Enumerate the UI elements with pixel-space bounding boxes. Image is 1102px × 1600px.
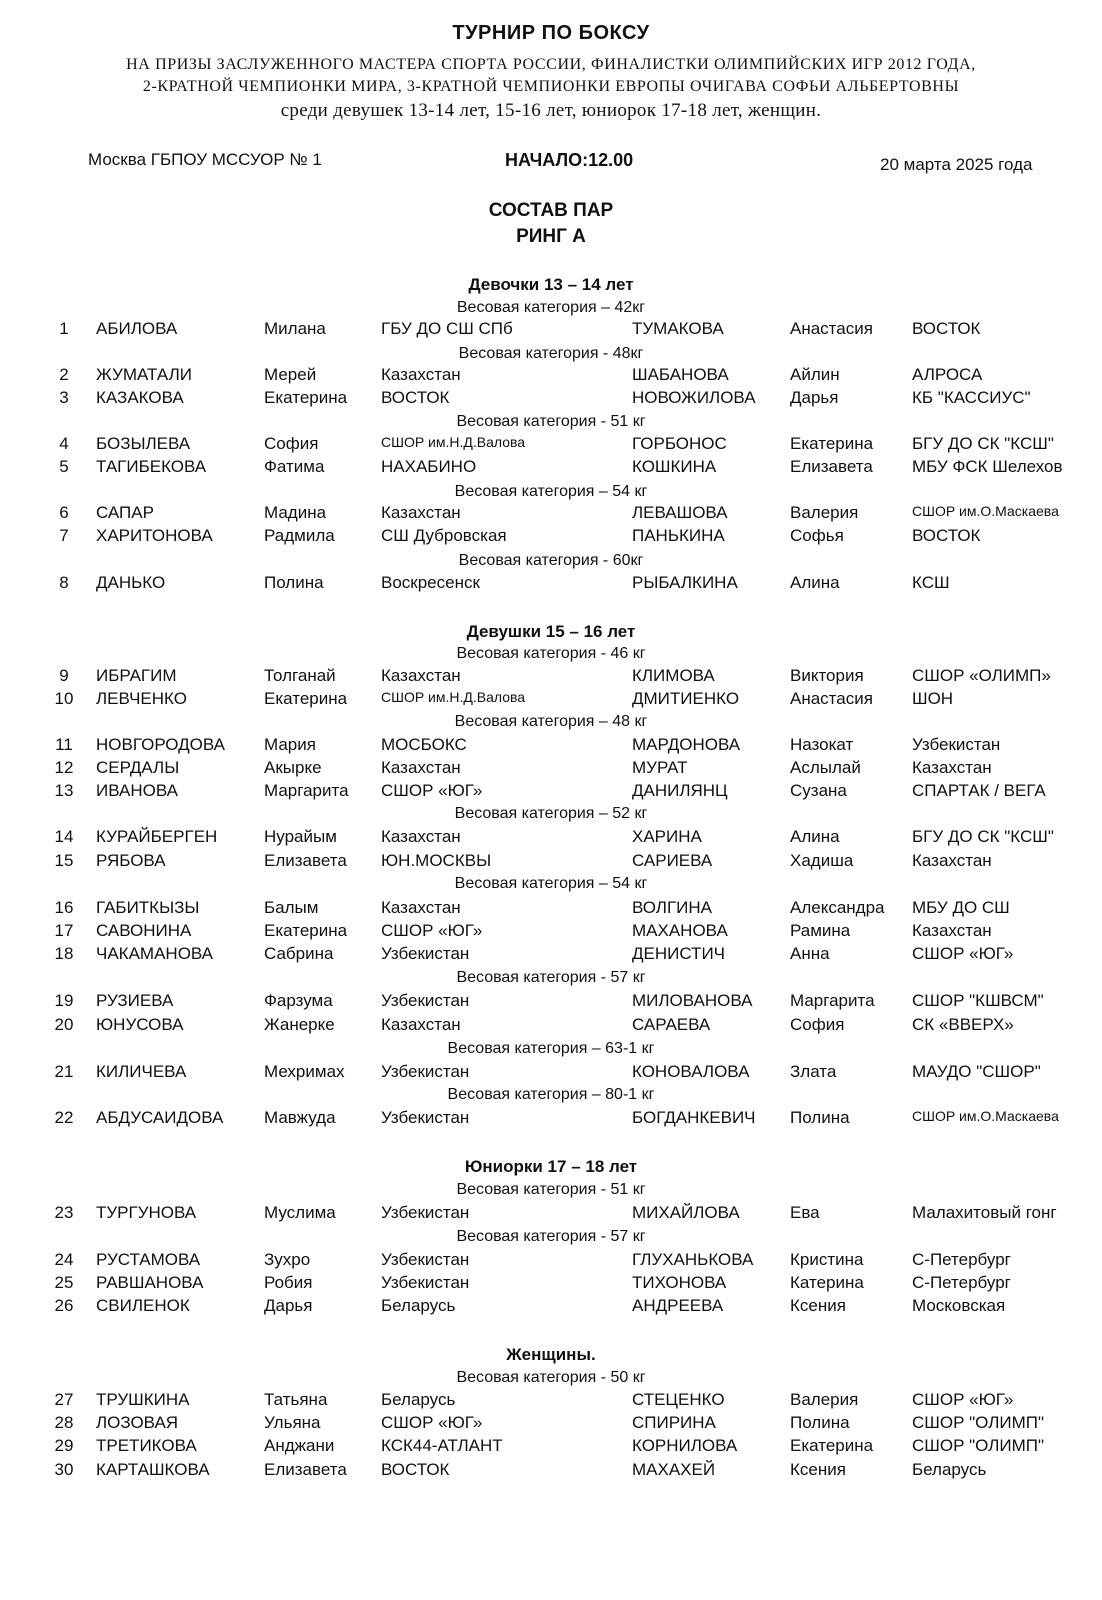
pair-number: 27 <box>54 1390 74 1409</box>
pair-row <box>0 319 1102 341</box>
pair-number: 6 <box>59 503 69 522</box>
fighter2-lastname: БОГДАНКЕВИЧ <box>632 1108 756 1127</box>
fighter1-firstname: Мехримах <box>264 1062 345 1081</box>
fighter2-club: СШОР «ОЛИМП» <box>912 666 1051 685</box>
fighter2-firstname: Хадиша <box>790 851 854 870</box>
fighter1-firstname: Мерей <box>264 365 317 384</box>
fighter2-firstname: Маргарита <box>790 991 875 1010</box>
fighter2-lastname: МУРАТ <box>632 758 688 777</box>
fighter2-club: Казахстан <box>912 851 992 870</box>
fighter2-lastname: ГОРБОНОС <box>632 434 727 453</box>
fighter2-club: СШОР «ЮГ» <box>912 1390 1014 1409</box>
pair-row <box>0 1390 1102 1412</box>
fighter2-firstname: Елизавета <box>790 457 873 476</box>
fighter1-club: Узбекистан <box>381 1108 470 1127</box>
pair-number: 3 <box>59 388 69 407</box>
fighter2-club: МАУДО "СШОР" <box>912 1062 1041 1081</box>
fighter1-lastname: РЯБОВА <box>96 851 166 870</box>
pair-number: 7 <box>59 526 69 545</box>
fighter2-lastname: КОНОВАЛОВА <box>632 1062 750 1081</box>
fighter2-club: СШОР "ОЛИМП" <box>912 1436 1044 1455</box>
fighter1-club: Казахстан <box>381 827 461 846</box>
pair-number: 18 <box>54 944 74 963</box>
fighter1-firstname: Робия <box>264 1273 313 1292</box>
fighter1-firstname: София <box>264 434 319 453</box>
weight-category: Весовая категория - 51 кг <box>456 1181 646 1198</box>
fighter2-firstname: Полина <box>790 1108 850 1127</box>
fighter1-firstname: Фатима <box>264 457 325 476</box>
fighter1-club: Узбекистан <box>381 1203 470 1222</box>
fighter1-lastname: РУЗИЕВА <box>96 991 174 1010</box>
fighter2-club: СШОР "КШВСМ" <box>912 991 1044 1010</box>
fighter1-lastname: ТРЕТИКОВА <box>96 1436 197 1455</box>
pair-row <box>0 457 1102 479</box>
fighter1-lastname: БОЗЫЛЕВА <box>96 434 191 453</box>
pair-row <box>0 758 1102 780</box>
section-title: СОСТАВ ПАР <box>488 200 614 221</box>
pair-row <box>0 827 1102 849</box>
fighter1-club: Казахстан <box>381 503 461 522</box>
group-title: Девочки 13 – 14 лет <box>468 275 634 294</box>
fighter1-firstname: Елизавета <box>264 1460 347 1479</box>
pair-row <box>0 781 1102 803</box>
fighter2-club: Московская <box>912 1296 1006 1315</box>
fighter2-firstname: Анна <box>790 944 830 963</box>
pair-row <box>0 1203 1102 1225</box>
fighter2-lastname: ЛЕВАШОВА <box>632 503 728 522</box>
pair-row <box>0 1250 1102 1272</box>
fighter1-club: НАХАБИНО <box>381 457 477 476</box>
fighter2-lastname: КЛИМОВА <box>632 666 715 685</box>
fighter2-firstname: Злата <box>790 1062 837 1081</box>
fighter2-firstname: Кристина <box>790 1250 864 1269</box>
pair-number: 10 <box>54 689 74 708</box>
fighter2-firstname: Аслылай <box>790 758 861 777</box>
fighter1-firstname: Нурайым <box>264 827 337 846</box>
pair-row <box>0 434 1102 456</box>
weight-category: Весовая категория – 42кг <box>456 299 646 316</box>
fighter1-firstname: Полина <box>264 573 324 592</box>
fighter2-club: СШОР им.О.Маскаева <box>912 1108 1059 1124</box>
fighter2-firstname: Ксения <box>790 1296 846 1315</box>
fighter2-lastname: МАХАХЕЙ <box>632 1460 716 1479</box>
weight-category: Весовая категория – 48 кг <box>454 713 648 730</box>
pair-number: 21 <box>54 1062 74 1081</box>
weight-category: Весовая категория – 63-1 кг <box>447 1040 655 1057</box>
fighter1-lastname: КИЛИЧЕВА <box>96 1062 187 1081</box>
fighter1-club: Узбекистан <box>381 944 470 963</box>
fighter2-firstname: Валерия <box>790 1390 859 1409</box>
pair-number: 8 <box>59 573 69 592</box>
fighter2-lastname: ПАНЬКИНА <box>632 526 725 545</box>
event-date: 20 марта 2025 года <box>880 155 1033 174</box>
pair-number: 14 <box>54 827 74 846</box>
pair-row <box>0 1460 1102 1482</box>
fighter1-club: Казахстан <box>381 898 461 917</box>
fighter1-lastname: ТАГИБЕКОВА <box>96 457 207 476</box>
fighter2-firstname: Алина <box>790 827 840 846</box>
fighter2-club: Беларусь <box>912 1460 987 1479</box>
fighter1-lastname: ИВАНОВА <box>96 781 178 800</box>
pair-row <box>0 388 1102 410</box>
fighter2-firstname: Ксения <box>790 1460 846 1479</box>
fighter1-lastname: ЖУМАТАЛИ <box>96 365 192 384</box>
fighter1-club: СШОР им.Н.Д.Валова <box>381 689 526 705</box>
fighter1-club: СШОР «ЮГ» <box>381 781 483 800</box>
fighter1-lastname: ЛЕВЧЕНКО <box>96 689 187 708</box>
fighter2-lastname: ШАБАНОВА <box>632 365 729 384</box>
pair-number: 2 <box>59 365 69 384</box>
weight-category: Весовая категория - 60кг <box>458 552 644 569</box>
fighter2-club: КБ "КАССИУС" <box>912 388 1031 407</box>
fighter1-lastname: РАВШАНОВА <box>96 1273 204 1292</box>
fighter2-club: БГУ ДО СК "КСШ" <box>912 827 1054 846</box>
fighter2-lastname: САРАЕВА <box>632 1015 711 1034</box>
fighter1-firstname: Екатерина <box>264 689 348 708</box>
fighter1-lastname: КАРТАШКОВА <box>96 1460 210 1479</box>
venue-label: Москва ГБПОУ МССУОР № 1 <box>88 150 322 169</box>
fighter2-lastname: МИЛОВАНОВА <box>632 991 753 1010</box>
fighter2-firstname: Ева <box>790 1203 820 1222</box>
fighter1-firstname: Муслима <box>264 1203 336 1222</box>
fighter1-club: Узбекистан <box>381 991 470 1010</box>
fighter1-firstname: Екатерина <box>264 921 348 940</box>
fighter1-firstname: Татьяна <box>264 1390 328 1409</box>
group-title: Женщины. <box>506 1345 596 1364</box>
fighter2-lastname: СТЕЦЕНКО <box>632 1390 725 1409</box>
fighter1-lastname: КАЗАКОВА <box>96 388 184 407</box>
pair-number: 24 <box>54 1250 74 1269</box>
fighter1-firstname: Фарзума <box>264 991 333 1010</box>
pair-number: 23 <box>54 1203 74 1222</box>
fighter2-lastname: ДАНИЛЯНЦ <box>632 781 728 800</box>
ring-label: РИНГ А <box>516 226 586 247</box>
fighter1-firstname: Милана <box>264 319 326 338</box>
fighter1-firstname: Маргарита <box>264 781 349 800</box>
fighter1-lastname: САПАР <box>96 503 154 522</box>
pair-number: 15 <box>54 851 74 870</box>
fighter2-lastname: МИХАЙЛОВА <box>632 1203 740 1222</box>
document-title: ТУРНИР ПО БОКСУ <box>452 22 650 44</box>
fighter1-firstname: Толганай <box>264 666 336 685</box>
fighter1-firstname: Жанерке <box>264 1015 335 1034</box>
fighter2-firstname: Виктория <box>790 666 864 685</box>
fighter1-club: ЮН.МОСКВЫ <box>381 851 492 870</box>
weight-category: Весовая категория – 54 кг <box>454 483 648 500</box>
fighter1-lastname: ЛОЗОВАЯ <box>96 1413 179 1432</box>
fighter2-lastname: МАХАНОВА <box>632 921 728 940</box>
pair-row <box>0 1062 1102 1084</box>
fighter2-club: КСШ <box>912 573 950 592</box>
pair-row <box>0 851 1102 873</box>
fighter2-firstname: Айлин <box>790 365 840 384</box>
fighter2-lastname: КОРНИЛОВА <box>632 1436 738 1455</box>
fighter2-club: Казахстан <box>912 921 992 940</box>
fighter2-club: ВОСТОК <box>912 526 981 545</box>
fighter1-firstname: Дарья <box>264 1296 313 1315</box>
subtitle-line-2: 2-КРАТНОЙ ЧЕМПИОНКИ МИРА, 3-КРАТНОЙ ЧЕМПИОНКИ ЕВРОПЫ ОЧИГАВА СОФЬИ АЛЬБЕРТОВНЫ <box>142 78 960 95</box>
pair-number: 26 <box>54 1296 74 1315</box>
fighter1-club: Казахстан <box>381 365 461 384</box>
weight-category: Весовая категория - 57 кг <box>456 969 646 986</box>
weight-category: Весовая категория - 57 кг <box>456 1228 646 1245</box>
pair-number: 16 <box>54 898 74 917</box>
fighter2-club: АЛРОСА <box>912 365 983 384</box>
fighter2-lastname: НОВОЖИЛОВА <box>632 388 756 407</box>
fighter2-firstname: Екатерина <box>790 1436 874 1455</box>
fighter2-club: СШОР «ЮГ» <box>912 944 1014 963</box>
fighter2-lastname: КОШКИНА <box>632 457 717 476</box>
fighter2-club: ВОСТОК <box>912 319 981 338</box>
fighter2-firstname: Сузана <box>790 781 847 800</box>
pair-row <box>0 898 1102 920</box>
group-title: Девушки 15 – 16 лет <box>466 622 636 641</box>
fighter2-firstname: Назокат <box>790 735 854 754</box>
pair-row <box>0 1015 1102 1037</box>
fighter1-lastname: ДАНЬКО <box>96 573 166 592</box>
fighter2-club: СПАРТАК / ВЕГА <box>912 781 1046 800</box>
fighter2-club: С-Петербург <box>912 1273 1011 1292</box>
pair-number: 20 <box>54 1015 74 1034</box>
weight-category: Весовая категория – 54 кг <box>454 875 648 892</box>
fighter1-club: ВОСТОК <box>381 388 450 407</box>
pair-row <box>0 921 1102 943</box>
fighter1-firstname: Анджани <box>264 1436 335 1455</box>
fighter1-firstname: Елизавета <box>264 851 347 870</box>
pair-number: 25 <box>54 1273 74 1292</box>
pair-number: 13 <box>54 781 74 800</box>
fighter2-firstname: Валерия <box>790 503 859 522</box>
pair-number: 9 <box>59 666 69 685</box>
fighter1-club: Казахстан <box>381 758 461 777</box>
pair-number: 28 <box>54 1413 74 1432</box>
fighter1-lastname: ЮНУСОВА <box>96 1015 184 1034</box>
weight-category: Весовая категория – 52 кг <box>454 805 648 822</box>
fighter2-firstname: Анастасия <box>790 689 873 708</box>
fighter1-lastname: НОВГОРОДОВА <box>96 735 225 754</box>
fighter1-lastname: ИБРАГИМ <box>96 666 177 685</box>
pair-number: 4 <box>59 434 69 453</box>
fighter1-lastname: ХАРИТОНОВА <box>96 526 213 545</box>
fighter2-firstname: Рамина <box>790 921 851 940</box>
fighter2-lastname: ХАРИНА <box>632 827 702 846</box>
pair-row <box>0 1436 1102 1458</box>
fighter2-lastname: ГЛУХАНЬКОВА <box>632 1250 754 1269</box>
fighter2-lastname: ТУМАКОВА <box>632 319 724 338</box>
fighter2-club: ШОН <box>912 689 954 708</box>
pair-row <box>0 1296 1102 1318</box>
pair-number: 17 <box>54 921 74 940</box>
fighter2-firstname: Катерина <box>790 1273 864 1292</box>
fighter1-lastname: САВОНИНА <box>96 921 192 940</box>
fighter2-club: Малахитовый гонг <box>912 1203 1057 1222</box>
fighter1-lastname: АБДУСАИДОВА <box>96 1108 224 1127</box>
fighter2-lastname: МАРДОНОВА <box>632 735 741 754</box>
subtitle-line-3: среди девушек 13-14 лет, 15-16 лет, юниорок 17-18 лет, женщин. <box>280 100 822 121</box>
pair-row <box>0 666 1102 688</box>
fighter1-club: ГБУ ДО СШ СПб <box>381 319 513 338</box>
pair-row <box>0 365 1102 387</box>
fighter1-club: Узбекистан <box>381 1250 470 1269</box>
fighter2-lastname: ДЕНИСТИЧ <box>632 944 725 963</box>
pair-number: 11 <box>55 735 73 754</box>
weight-category: Весовая категория - 50 кг <box>456 1369 646 1386</box>
pair-number: 29 <box>54 1436 74 1455</box>
fighter2-firstname: Дарья <box>790 388 839 407</box>
fighter2-firstname: Алина <box>790 573 840 592</box>
start-time: НАЧАЛО:12.00 <box>505 150 634 170</box>
pair-row <box>0 735 1102 757</box>
fighter1-firstname: Акырке <box>264 758 322 777</box>
weight-category: Весовая категория - 51 кг <box>456 413 646 430</box>
fighter2-lastname: САРИЕВА <box>632 851 713 870</box>
fighter1-club: Беларусь <box>381 1296 456 1315</box>
fighter1-lastname: СВИЛЕНОК <box>96 1296 190 1315</box>
fighter1-lastname: СЕРДАЛЫ <box>96 758 180 777</box>
fighter1-club: Казахстан <box>381 1015 461 1034</box>
fighter1-club: СШОР им.Н.Д.Валова <box>381 434 526 450</box>
fighter1-firstname: Зухро <box>264 1250 311 1269</box>
fighter2-lastname: ВОЛГИНА <box>632 898 713 917</box>
pair-row <box>0 689 1102 711</box>
pair-row <box>0 991 1102 1013</box>
pair-row <box>0 573 1102 595</box>
fighter1-lastname: ТРУШКИНА <box>96 1390 190 1409</box>
fighter2-club: БГУ ДО СК "КСШ" <box>912 434 1054 453</box>
fighter1-lastname: ТУРГУНОВА <box>96 1203 197 1222</box>
fighter1-firstname: Екатерина <box>264 388 348 407</box>
fighter2-firstname: Александра <box>790 898 885 917</box>
fighter1-lastname: КУРАЙБЕРГЕН <box>96 827 218 846</box>
fighter1-club: Воскресенск <box>381 573 480 592</box>
pair-number: 1 <box>59 319 69 338</box>
fighter1-club: Узбекистан <box>381 1062 470 1081</box>
fighter1-lastname: ЧАКАМАНОВА <box>96 944 214 963</box>
fighter1-firstname: Мавжуда <box>264 1108 336 1127</box>
pair-number: 5 <box>59 457 69 476</box>
fighter2-club: СШОР им.О.Маскаева <box>912 503 1059 519</box>
fighter2-firstname: София <box>790 1015 845 1034</box>
fighter1-club: КСК44-АТЛАНТ <box>381 1436 503 1455</box>
pair-row <box>0 503 1102 525</box>
fighter2-lastname: АНДРЕЕВА <box>632 1296 724 1315</box>
fighter2-club: СК «ВВЕРХ» <box>912 1015 1014 1034</box>
weight-category: Весовая категория - 46 кг <box>456 645 646 662</box>
fighter2-lastname: СПИРИНА <box>632 1413 716 1432</box>
weight-category: Весовая категория – 80-1 кг <box>447 1086 655 1103</box>
fighter2-club: Казахстан <box>912 758 992 777</box>
pair-number: 22 <box>54 1108 74 1127</box>
fighter1-club: Узбекистан <box>381 1273 470 1292</box>
fighter2-lastname: ДМИТИЕНКО <box>632 689 740 708</box>
fighter1-club: СШ Дубровская <box>381 526 507 545</box>
fighter2-club: СШОР "ОЛИМП" <box>912 1413 1044 1432</box>
fighter1-lastname: РУСТАМОВА <box>96 1250 201 1269</box>
fighter2-club: МБУ ФСК Шелехов <box>912 457 1063 476</box>
fighter1-lastname: ГАБИТКЫЗЫ <box>96 898 200 917</box>
fighter1-club: ВОСТОК <box>381 1460 450 1479</box>
weight-category: Весовая категория - 48кг <box>458 345 644 362</box>
fighter2-lastname: ТИХОНОВА <box>632 1273 727 1292</box>
pair-row <box>0 1273 1102 1295</box>
pair-row <box>0 1108 1102 1130</box>
fighter1-firstname: Радмила <box>264 526 335 545</box>
fighter1-firstname: Сабрина <box>264 944 334 963</box>
fighter2-club: МБУ ДО СШ <box>912 898 1010 917</box>
fighter2-firstname: Полина <box>790 1413 850 1432</box>
fighter1-club: СШОР «ЮГ» <box>381 1413 483 1432</box>
fighter2-club: С-Петербург <box>912 1250 1011 1269</box>
fighter1-firstname: Мария <box>264 735 316 754</box>
pair-row <box>0 944 1102 966</box>
fighter1-club: Беларусь <box>381 1390 456 1409</box>
fighter2-firstname: Екатерина <box>790 434 874 453</box>
pair-number: 12 <box>54 758 74 777</box>
fighter1-lastname: АБИЛОВА <box>96 319 178 338</box>
pair-number: 30 <box>54 1460 74 1479</box>
fighter1-club: СШОР «ЮГ» <box>381 921 483 940</box>
fighter2-firstname: Анастасия <box>790 319 873 338</box>
pair-number: 19 <box>54 991 74 1010</box>
fighter2-firstname: Софья <box>790 526 844 545</box>
fighter1-club: Казахстан <box>381 666 461 685</box>
pair-row <box>0 1413 1102 1435</box>
fighter2-lastname: РЫБАЛКИНА <box>632 573 738 592</box>
fighter1-firstname: Ульяна <box>264 1413 321 1432</box>
fighter1-firstname: Балым <box>264 898 319 917</box>
group-title: Юниорки 17 – 18 лет <box>464 1157 638 1176</box>
pair-row <box>0 526 1102 548</box>
fighter1-club: МОСБОКС <box>381 735 467 754</box>
subtitle-line-1: НА ПРИЗЫ ЗАСЛУЖЕННОГО МАСТЕРА СПОРТА РОССИИ, ФИНАЛИСТКИ ОЛИМПИЙСКИХ ИГР 2012 ГОДА, <box>126 56 976 73</box>
fighter2-club: Узбекистан <box>912 735 1001 754</box>
fighter1-firstname: Мадина <box>264 503 327 522</box>
